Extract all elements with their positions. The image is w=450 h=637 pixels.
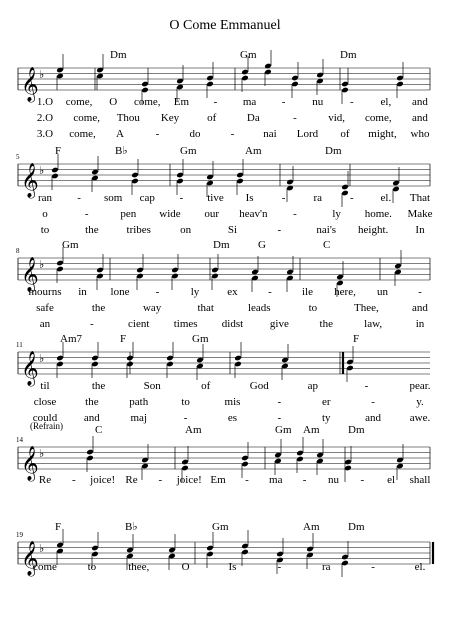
- song-title: O Come Emmanuel: [169, 18, 281, 33]
- lyric-syllable: el.: [414, 561, 426, 573]
- key-flat-icon: ♭: [39, 69, 45, 81]
- chord-symbol: Dm: [340, 49, 357, 61]
- lyric-syllable: awe.: [409, 412, 431, 424]
- lyric-syllable: and: [83, 412, 100, 424]
- lyric-syllable: Thou: [116, 112, 140, 124]
- lyric-syllable: here,: [334, 286, 356, 298]
- lyric-syllable: come,: [365, 112, 392, 124]
- lyric-syllable: -: [293, 208, 297, 220]
- music-system: [16, 239, 430, 330]
- lyric-syllable: joice!: [176, 474, 202, 486]
- lyric-syllable: O: [109, 96, 118, 108]
- chord-symbol: F: [55, 145, 62, 157]
- lyric-syllable: A: [116, 128, 124, 140]
- lyric-syllable: come: [33, 561, 57, 573]
- lyric-syllable: height.: [358, 224, 389, 236]
- lyric-syllable: mis: [224, 396, 241, 408]
- key-flat-icon: ♭: [39, 353, 45, 365]
- lyric-syllable: -: [371, 561, 375, 573]
- lyric-syllable: ran: [37, 192, 53, 204]
- lyric-syllable: law,: [364, 318, 383, 330]
- treble-clef-icon: 𝄞: [21, 447, 39, 480]
- lyric-syllable: -: [349, 96, 354, 108]
- chord-symbol: B♭: [125, 521, 138, 533]
- treble-clef-icon: 𝄞: [21, 352, 39, 385]
- chord-symbol: Dm: [110, 49, 127, 61]
- lyric-syllable: ra: [313, 192, 323, 204]
- lyric-syllable: Da: [246, 112, 260, 124]
- lyric-syllable: -: [293, 112, 297, 124]
- lyric-syllable: way: [142, 302, 162, 314]
- lyric-syllable: come,: [73, 112, 100, 124]
- lyric-syllable: to: [181, 396, 190, 408]
- chord-symbol: Am: [303, 424, 320, 436]
- lyric-syllable: -: [155, 286, 160, 298]
- lyric-syllable: didst: [221, 318, 244, 330]
- lyric-syllable: ma: [269, 474, 283, 486]
- chord-symbol: Gm: [240, 49, 257, 61]
- lyric-syllable: -: [277, 224, 282, 236]
- lyric-syllable: joice!: [90, 474, 116, 486]
- lyric-syllable: and: [412, 112, 428, 124]
- lyric-syllable: -: [349, 192, 354, 204]
- lyric-syllable: -: [179, 192, 184, 204]
- lyric-syllable: lone: [110, 286, 130, 298]
- lyric-syllable: and: [365, 412, 382, 424]
- music-system: [16, 521, 433, 577]
- lyric-syllable: -: [371, 396, 375, 408]
- chord-symbol: Gm: [212, 521, 229, 533]
- lyric-syllable: Key: [160, 112, 180, 124]
- lyric-syllable: to: [308, 302, 318, 314]
- lyric-syllable: -: [360, 474, 365, 486]
- lyric-syllable: and: [412, 302, 428, 314]
- music-system: [18, 49, 430, 140]
- lyric-syllable: nu: [327, 474, 339, 486]
- lyric-syllable: on: [180, 224, 192, 236]
- lyric-syllable: es: [227, 412, 238, 424]
- lyric-syllable: pear.: [409, 380, 431, 392]
- lyric-syllable: that: [197, 302, 214, 314]
- lyric-syllable: -: [245, 474, 249, 486]
- lyric-syllable: could: [32, 412, 58, 424]
- lyric-syllable: nai: [263, 128, 277, 140]
- lyric-syllable: -: [364, 380, 369, 392]
- lyric-syllable: mourns: [28, 286, 62, 298]
- lyric-syllable: er: [321, 396, 331, 408]
- lyric-syllable: to: [87, 561, 97, 573]
- lyric-syllable: -: [183, 412, 188, 424]
- lyric-syllable: in: [78, 286, 87, 298]
- lyric-syllable: might,: [368, 128, 397, 140]
- chord-symbol: Am: [303, 521, 320, 533]
- lyric-syllable: heav'n: [239, 208, 268, 220]
- lyric-syllable: cient: [128, 318, 150, 330]
- lyric-syllable: close: [33, 396, 57, 408]
- key-flat-icon: ♭: [39, 448, 45, 460]
- lyric-syllable: som: [104, 192, 123, 204]
- lyric-syllable: Is: [228, 561, 237, 573]
- lyric-syllable: O: [181, 561, 190, 573]
- lyric-syllable: an: [39, 318, 51, 330]
- lyric-syllable: Re: [38, 474, 52, 486]
- lyric-syllable: -: [281, 96, 286, 108]
- lyric-syllable: nai's: [316, 224, 337, 236]
- lyric-syllable: That: [409, 192, 431, 204]
- lyric-syllable: Thee,: [354, 302, 379, 314]
- lyric-syllable: el,: [380, 96, 392, 108]
- chord-symbol: F: [120, 333, 127, 345]
- lyric-syllable: shall: [409, 474, 431, 486]
- lyric-syllable: Is: [245, 192, 254, 204]
- lyric-syllable: In: [415, 224, 425, 236]
- refrain-label: (Refrain): [30, 421, 63, 431]
- lyric-syllable: y.: [416, 396, 424, 408]
- lyric-syllable: of: [340, 128, 350, 140]
- lyric-syllable: of: [207, 112, 217, 124]
- chord-symbol: Dm: [325, 145, 342, 157]
- lyric-syllable: ap: [307, 380, 319, 392]
- chord-symbol: Gm: [62, 239, 79, 251]
- lyric-syllable: do: [189, 128, 201, 140]
- lyric-syllable: the: [91, 380, 106, 392]
- chord-symbol: Dm: [348, 521, 365, 533]
- chord-symbol: F: [55, 521, 62, 533]
- music-system: [16, 145, 433, 236]
- chord-symbol: Gm: [192, 333, 209, 345]
- lyric-syllable: -: [230, 128, 235, 140]
- lyric-syllable: un: [377, 286, 388, 298]
- lyric-syllable: tive: [207, 192, 224, 204]
- lyric-syllable: thee,: [128, 561, 150, 573]
- lyric-syllable: God: [249, 380, 269, 392]
- lyric-syllable: -: [72, 474, 76, 486]
- lyric-syllable: -: [213, 96, 218, 108]
- lyric-syllable: -: [418, 286, 422, 298]
- chord-symbol: Am: [245, 145, 262, 157]
- lyric-syllable: home.: [364, 208, 392, 220]
- chord-symbol: Dm: [213, 239, 230, 251]
- lyric-syllable: the: [85, 224, 99, 236]
- lyric-syllable: come,: [133, 96, 161, 108]
- measure-number: 14: [16, 436, 23, 444]
- lyric-syllable: the: [91, 302, 106, 314]
- lyric-syllable: el: [387, 474, 396, 486]
- lyric-syllable: cap: [139, 192, 155, 204]
- lyric-syllable: of: [201, 380, 211, 392]
- lyric-syllable: ly: [332, 208, 341, 220]
- lyric-syllable: times: [173, 318, 198, 330]
- chord-symbol: Am: [185, 424, 202, 436]
- lyric-syllable: vid,: [328, 112, 346, 124]
- chord-symbol: Gm: [180, 145, 197, 157]
- lyric-syllable: -: [77, 192, 81, 204]
- treble-clef-icon: 𝄞: [21, 68, 39, 101]
- lyric-syllable: til: [40, 380, 50, 392]
- chord-symbol: B♭: [115, 145, 128, 157]
- lyric-syllable: ile: [302, 286, 313, 298]
- lyric-syllable: come,: [65, 96, 93, 108]
- treble-clef-icon: 𝄞: [21, 164, 39, 197]
- chord-symbol: C: [95, 424, 103, 436]
- lyric-syllable: path: [129, 396, 149, 408]
- lyric-syllable: in: [415, 318, 425, 330]
- lyric-syllable: ex: [227, 286, 238, 298]
- lyric-syllable: to: [40, 224, 50, 236]
- lyric-syllable: -: [277, 396, 282, 408]
- lyric-syllable: 2.O: [36, 112, 54, 124]
- lyric-syllable: and: [412, 96, 428, 108]
- chord-symbol: Gm: [275, 424, 292, 436]
- chord-symbol: F: [353, 333, 360, 345]
- lyric-syllable: -: [277, 561, 282, 573]
- lyric-syllable: Em: [173, 96, 190, 108]
- lyric-syllable: Em: [210, 474, 226, 486]
- lyric-syllable: safe: [36, 302, 54, 314]
- lyric-syllable: who: [410, 128, 430, 140]
- chord-symbol: C: [323, 239, 331, 251]
- lyric-syllable: tribes: [126, 224, 151, 236]
- lyric-syllable: come,: [69, 128, 96, 140]
- lyric-syllable: Re: [125, 474, 138, 486]
- lyric-syllable: the: [319, 318, 333, 330]
- lyric-syllable: -: [268, 286, 272, 298]
- lyric-syllable: -: [90, 318, 94, 330]
- key-flat-icon: ♭: [39, 543, 45, 555]
- lyric-syllable: el.: [380, 192, 392, 204]
- lyric-syllable: Lord: [296, 128, 319, 140]
- lyric-syllable: 3.O: [36, 128, 54, 140]
- chord-symbol: Am7: [60, 333, 82, 345]
- lyric-syllable: leads: [247, 302, 271, 314]
- lyric-syllable: give: [269, 318, 289, 330]
- music-system: [16, 333, 431, 424]
- lyric-syllable: ra: [321, 561, 331, 573]
- chord-symbol: G: [258, 239, 266, 251]
- lyric-syllable: wide: [159, 208, 181, 220]
- lyric-syllable: maj: [130, 412, 147, 424]
- lyric-syllable: -: [84, 208, 89, 220]
- lyric-syllable: -: [302, 474, 307, 486]
- lyric-syllable: the: [85, 396, 99, 408]
- lyric-syllable: o: [42, 208, 48, 220]
- lyric-syllable: -: [158, 474, 163, 486]
- measure-number: 8: [16, 247, 20, 255]
- measure-number: 5: [16, 153, 20, 161]
- key-flat-icon: ♭: [39, 259, 45, 271]
- music-system: [16, 421, 430, 486]
- lyric-syllable: -: [277, 412, 282, 424]
- key-flat-icon: ♭: [39, 165, 45, 177]
- lyric-syllable: Son: [143, 380, 161, 392]
- measure-number: 19: [16, 531, 23, 539]
- lyric-syllable: -: [155, 128, 160, 140]
- lyric-syllable: pen: [120, 208, 137, 220]
- lyric-syllable: our: [204, 208, 220, 220]
- lyric-syllable: nu: [312, 96, 324, 108]
- lyric-syllable: Si: [227, 224, 238, 236]
- lyric-syllable: ly: [190, 286, 200, 298]
- measure-number: 11: [16, 341, 23, 349]
- lyric-syllable: ty: [321, 412, 331, 424]
- lyric-syllable: Make: [407, 208, 433, 220]
- lyric-syllable: ma: [242, 96, 257, 108]
- chord-symbol: Dm: [348, 424, 365, 436]
- treble-clef-icon: 𝄞: [21, 542, 39, 575]
- treble-clef-icon: 𝄞: [21, 258, 39, 291]
- lyric-syllable: -: [281, 192, 286, 204]
- lyric-syllable: 1.O: [36, 96, 54, 108]
